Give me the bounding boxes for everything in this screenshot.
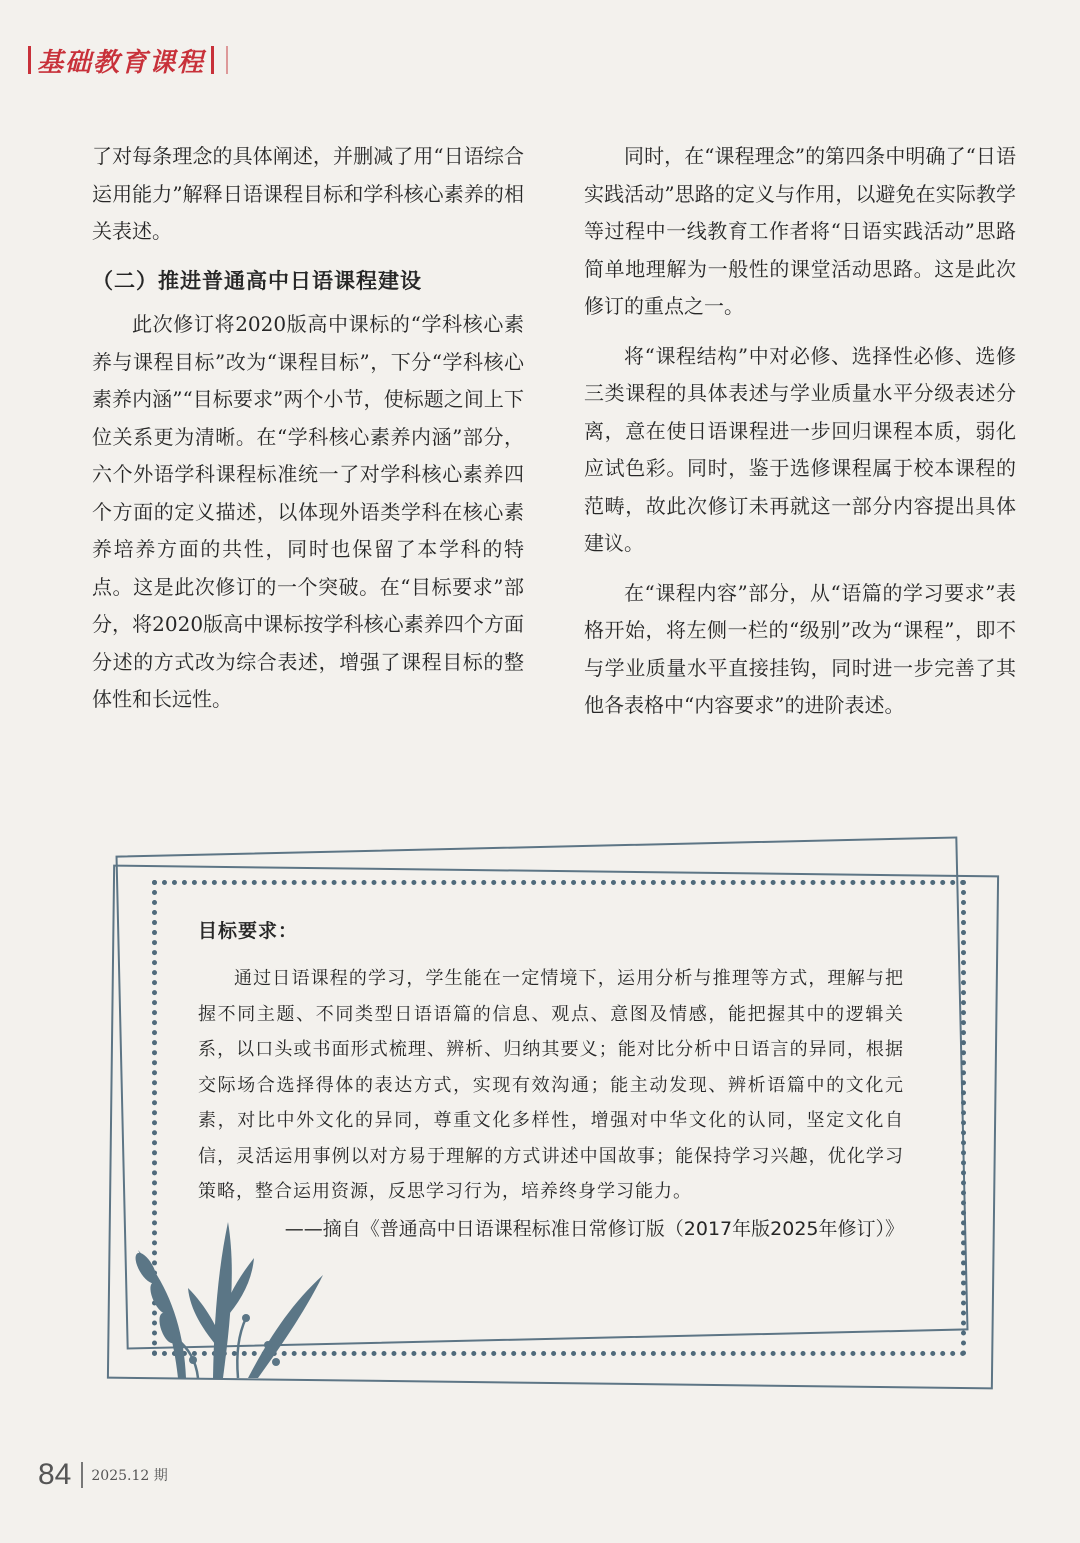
footer-divider — [81, 1462, 83, 1488]
page-footer — [38, 1458, 168, 1492]
header-bar-right — [211, 46, 214, 74]
box-title: 目标要求： — [198, 920, 299, 942]
page-number: 84 — [38, 1458, 72, 1491]
right-paragraph-1: 同时，在“课程理念”的第四条中明确了“日语实践活动”思路的定义与作用，以避免在实际教学等过程中一线教育工作者将“日语实践活动”思路简单地理解为一般性的课堂活动思路。这是此次修订的重点之一。 — [584, 144, 1016, 318]
journal-name: 基础教育课程 — [37, 47, 206, 78]
issue-label: 2025.12 期 — [91, 1468, 168, 1484]
header-bar-thin — [226, 46, 228, 74]
journal-header — [22, 42, 234, 78]
right-paragraph-2: 将“课程结构”中对必修、选择性必修、选修三类课程的具体表述与学业质量水平分级表述分离，意在使日语课程进一步回归课程本质，弱化应试色彩。同时，鉴于选修课程属于校本课程的范畴，故此次修订未再就这一部分内容提出具体建议。 — [584, 343, 1016, 555]
box-source: ——摘自《普通高中日语课程标准日常修订版（2017年版2025年修订）》 — [284, 1217, 904, 1240]
right-paragraph-3: 在“课程内容”部分，从“语篇的学习要求”表格开始，将左侧一栏的“级别”改为“课程”，即不与学业质量水平直接挂钩，同时进一步完善了其他各表格中“内容要求”的进阶表述。 — [584, 580, 1016, 717]
goal-requirements-box — [198, 916, 904, 1241]
left-paragraph-2: 此次修订将2020版高中课标的“学科核心素养与课程目标”改为“课程目标”，下分“学科核心素养内涵”“目标要求”两个小节，使标题之间上下位关系更为清晰。在“学科核心素养内涵”部分，六个外语学科课程标准统一了对学科核心素养四个方面的定义描述，以体现外语类学科在核心素养培养方面的共性，同时也保留了本学科的特点。这是此次修订的一个突破。在“目标要求”部分，将2020版高中课标按学科核心素养四个方面分述的方式改为综合表述，增强了课程目标的整体性和长远性。 — [92, 312, 524, 711]
box-text: 通过日语课程的学习，学生能在一定情境下，运用分析与推理等方式，理解与把握不同主题、不同类型日语语篇的信息、观点、意图及情感，能把握其中的逻辑关系，以口头或书面形式梳理、辨析、归纳其要义；能对比分析中日语言的异同，根据交际场合选择得体的表达方式，实现有效沟通；能主动发现、辨析语篇中的文化元素，对比中外文化的异同，尊重文化多样性，增强对中华文化的认同，坚定文化自信，灵活运用事例以对方易于理解的方式讲述中国故事；能保持学习兴趣，优化学习策略，整合运用资源，反思学习行为，培养终身学习能力。 — [198, 968, 904, 1202]
left-column — [92, 138, 524, 719]
left-paragraph-1: 了对每条理念的具体阐述，并删减了用“日语综合运用能力”解释日语课程目标和学科核心素养的相关表述。 — [92, 144, 524, 243]
section-heading: （二）推进普通高中日语课程建设 — [92, 268, 422, 293]
header-bar-left — [28, 46, 31, 74]
right-column — [584, 138, 1016, 725]
